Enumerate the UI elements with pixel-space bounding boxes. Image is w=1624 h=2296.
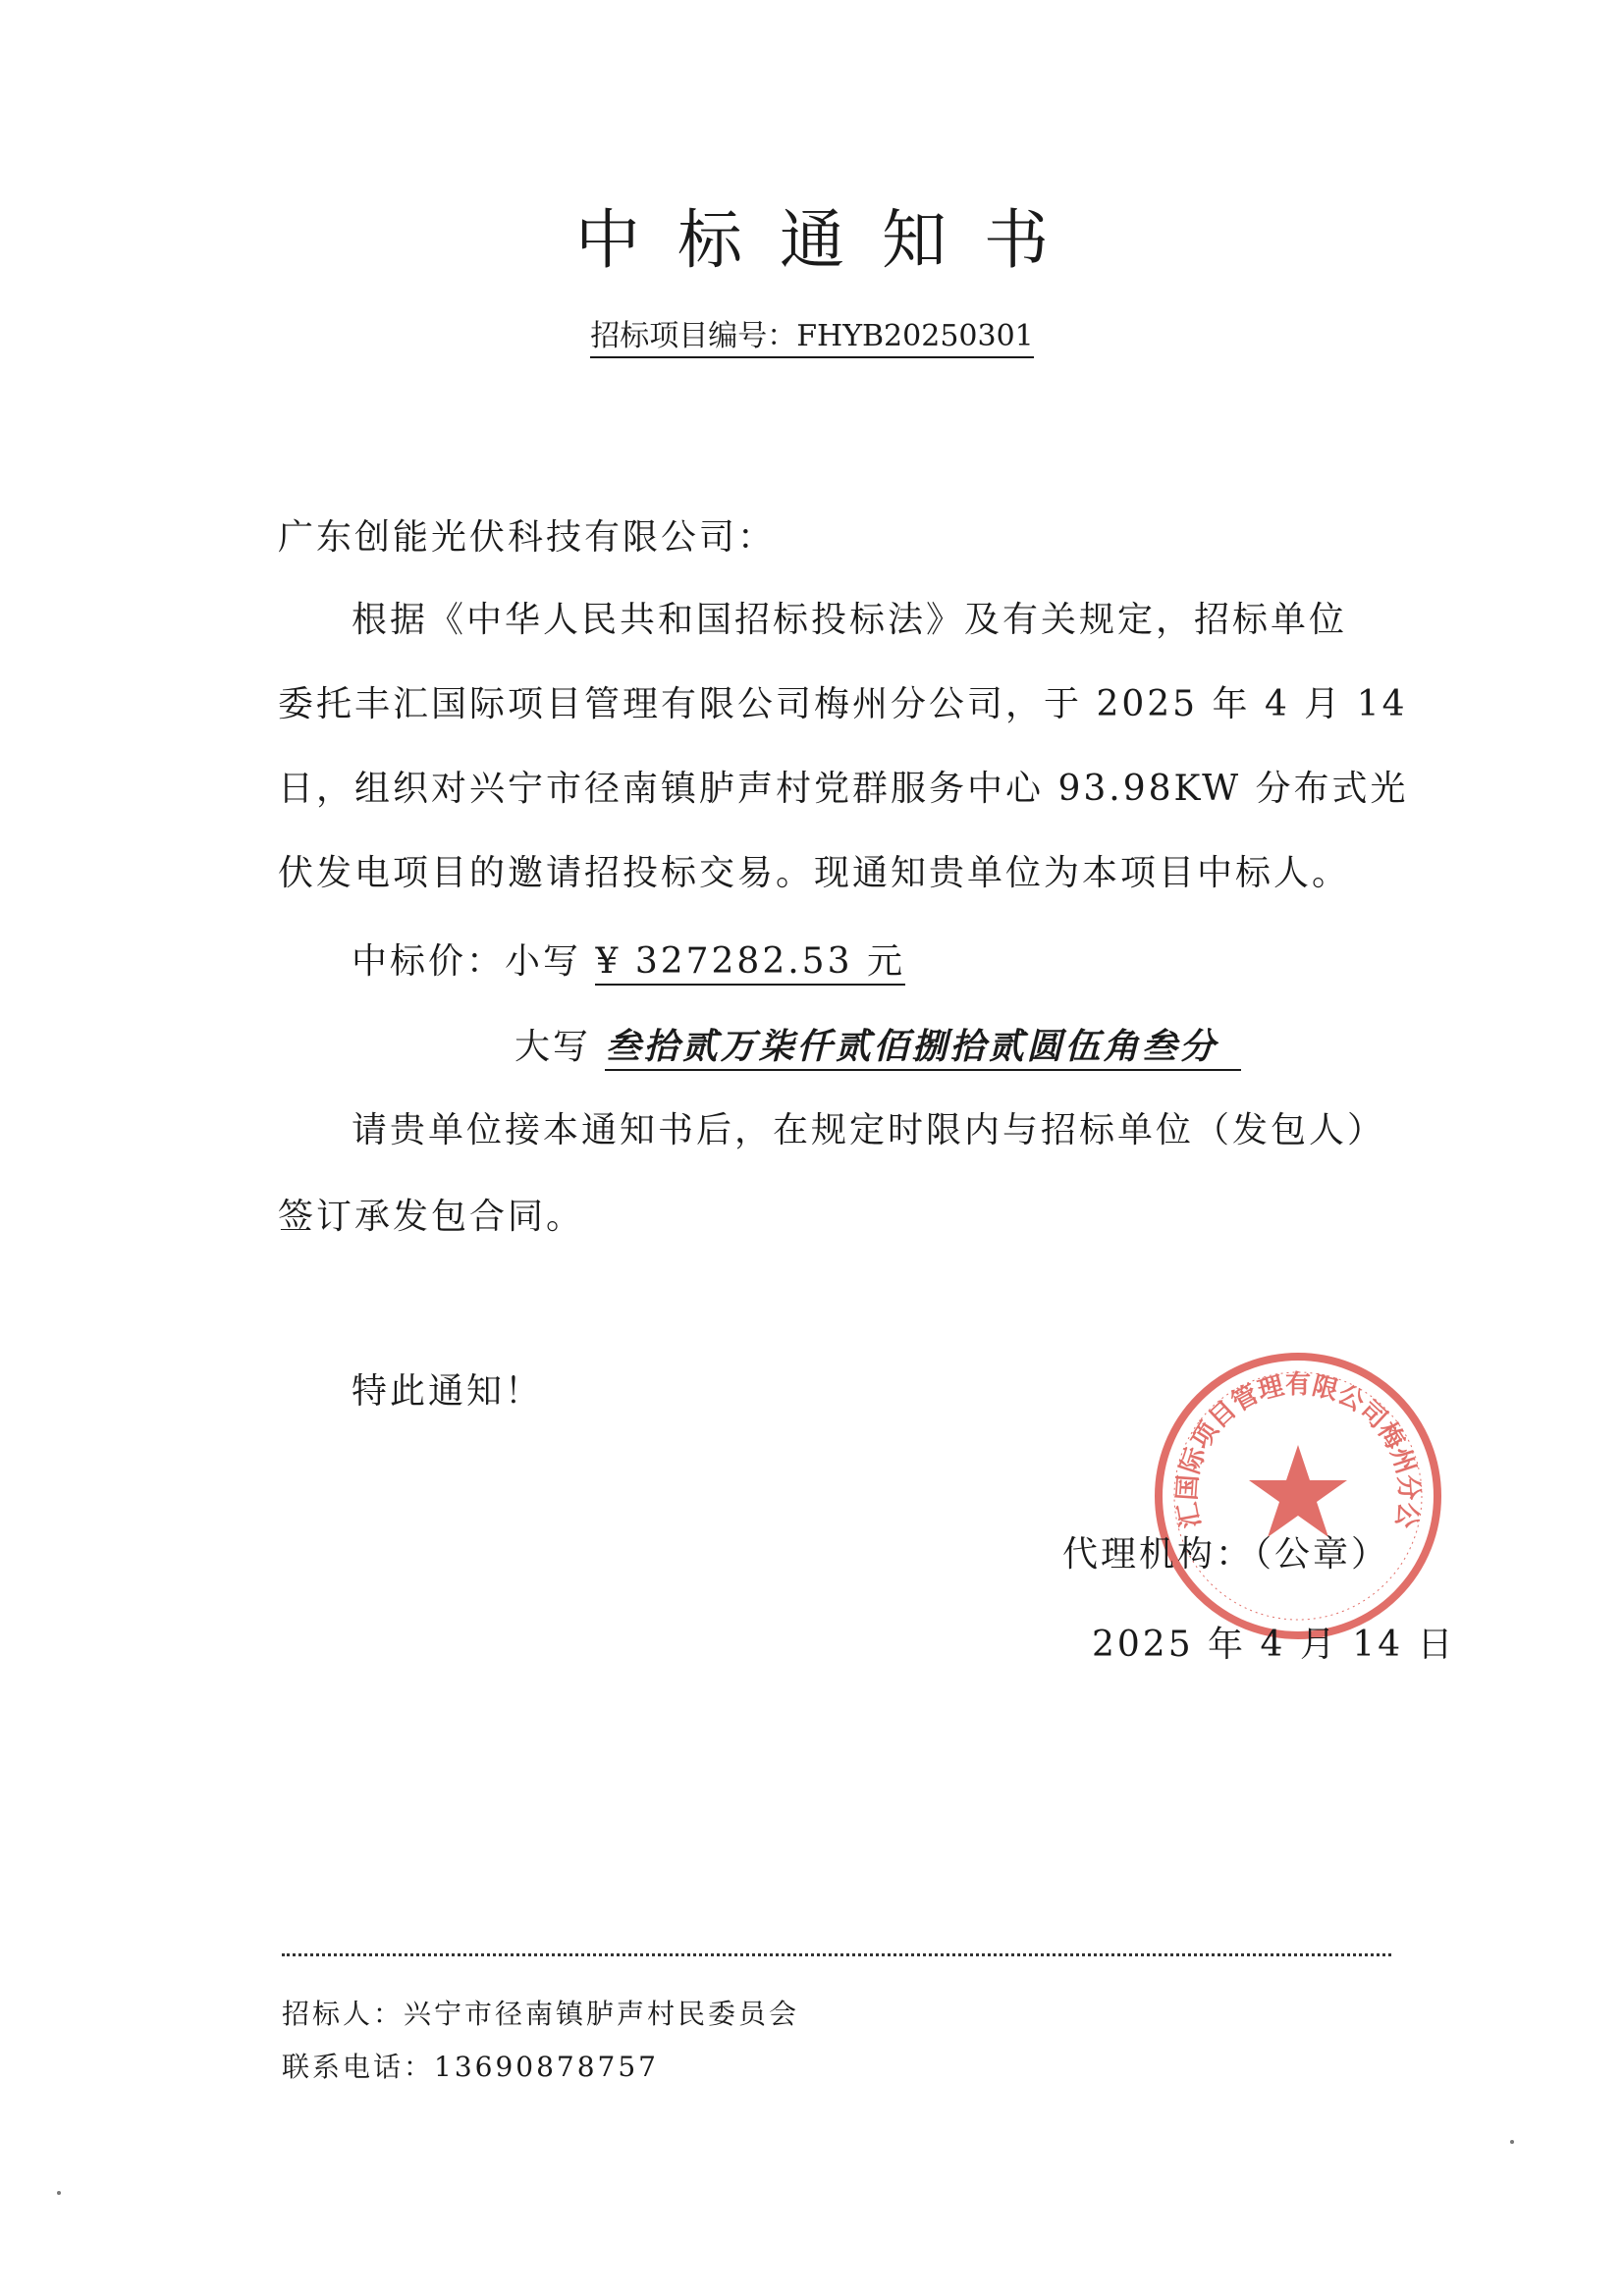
seal-text: 汇国际项目管理有限公司梅州分公 [1172, 1370, 1424, 1530]
paragraph1-line4: 伏发电项目的邀请招投标交易。现通知贵单位为本项目中标人。 [278, 853, 1351, 893]
price-label: 中标价：小写 [352, 941, 582, 982]
contact-phone: 联系电话：13690878757 [282, 2051, 659, 2083]
official-seal [1151, 1349, 1445, 1643]
document-title: 中标通知书 [575, 202, 1086, 278]
price-small: ¥ 327282.53 元 [595, 941, 904, 986]
footer-divider [282, 1953, 1391, 1956]
recipient: 广东创能光伏科技有限公司： [278, 517, 777, 558]
price-capital-line [514, 1026, 1241, 1067]
paragraph1-line2: 委托丰汇国际项目管理有限公司梅州分公司，于 2025 年 4 月 14 [278, 684, 1408, 724]
seal-graphic [1151, 1349, 1445, 1643]
scan-speck [1510, 2140, 1514, 2144]
price-line [352, 941, 905, 982]
price-capital-label: 大写 [514, 1027, 592, 1067]
paragraph1-line1: 根据《中华人民共和国招标投标法》及有关规定，招标单位 [352, 600, 1348, 640]
paragraph2-line1: 请贵单位接本通知书后，在规定时限内与招标单位（发包人） [352, 1110, 1386, 1150]
price-capital: 叁拾贰万柒仟贰佰捌拾贰圆伍角叁分 [605, 1026, 1241, 1071]
agency-label: 代理机构：（公章） [1062, 1534, 1390, 1575]
date: 2025 年 4 月 14 日 [1092, 1625, 1456, 1665]
paragraph1-line3: 日，组织对兴宁市径南镇胪声村党群服务中心 93.98KW 分布式光 [278, 769, 1409, 809]
star-icon [1249, 1445, 1347, 1537]
scan-speck [57, 2191, 61, 2195]
closing: 特此通知！ [352, 1371, 544, 1412]
project-number-text: 招标项目编号：FHYB20250301 [590, 319, 1034, 358]
project-number [0, 319, 1624, 353]
tenderer: 招标人：兴宁市径南镇胪声村民委员会 [282, 1998, 800, 2030]
paragraph2-line2: 签订承发包合同。 [278, 1197, 585, 1237]
